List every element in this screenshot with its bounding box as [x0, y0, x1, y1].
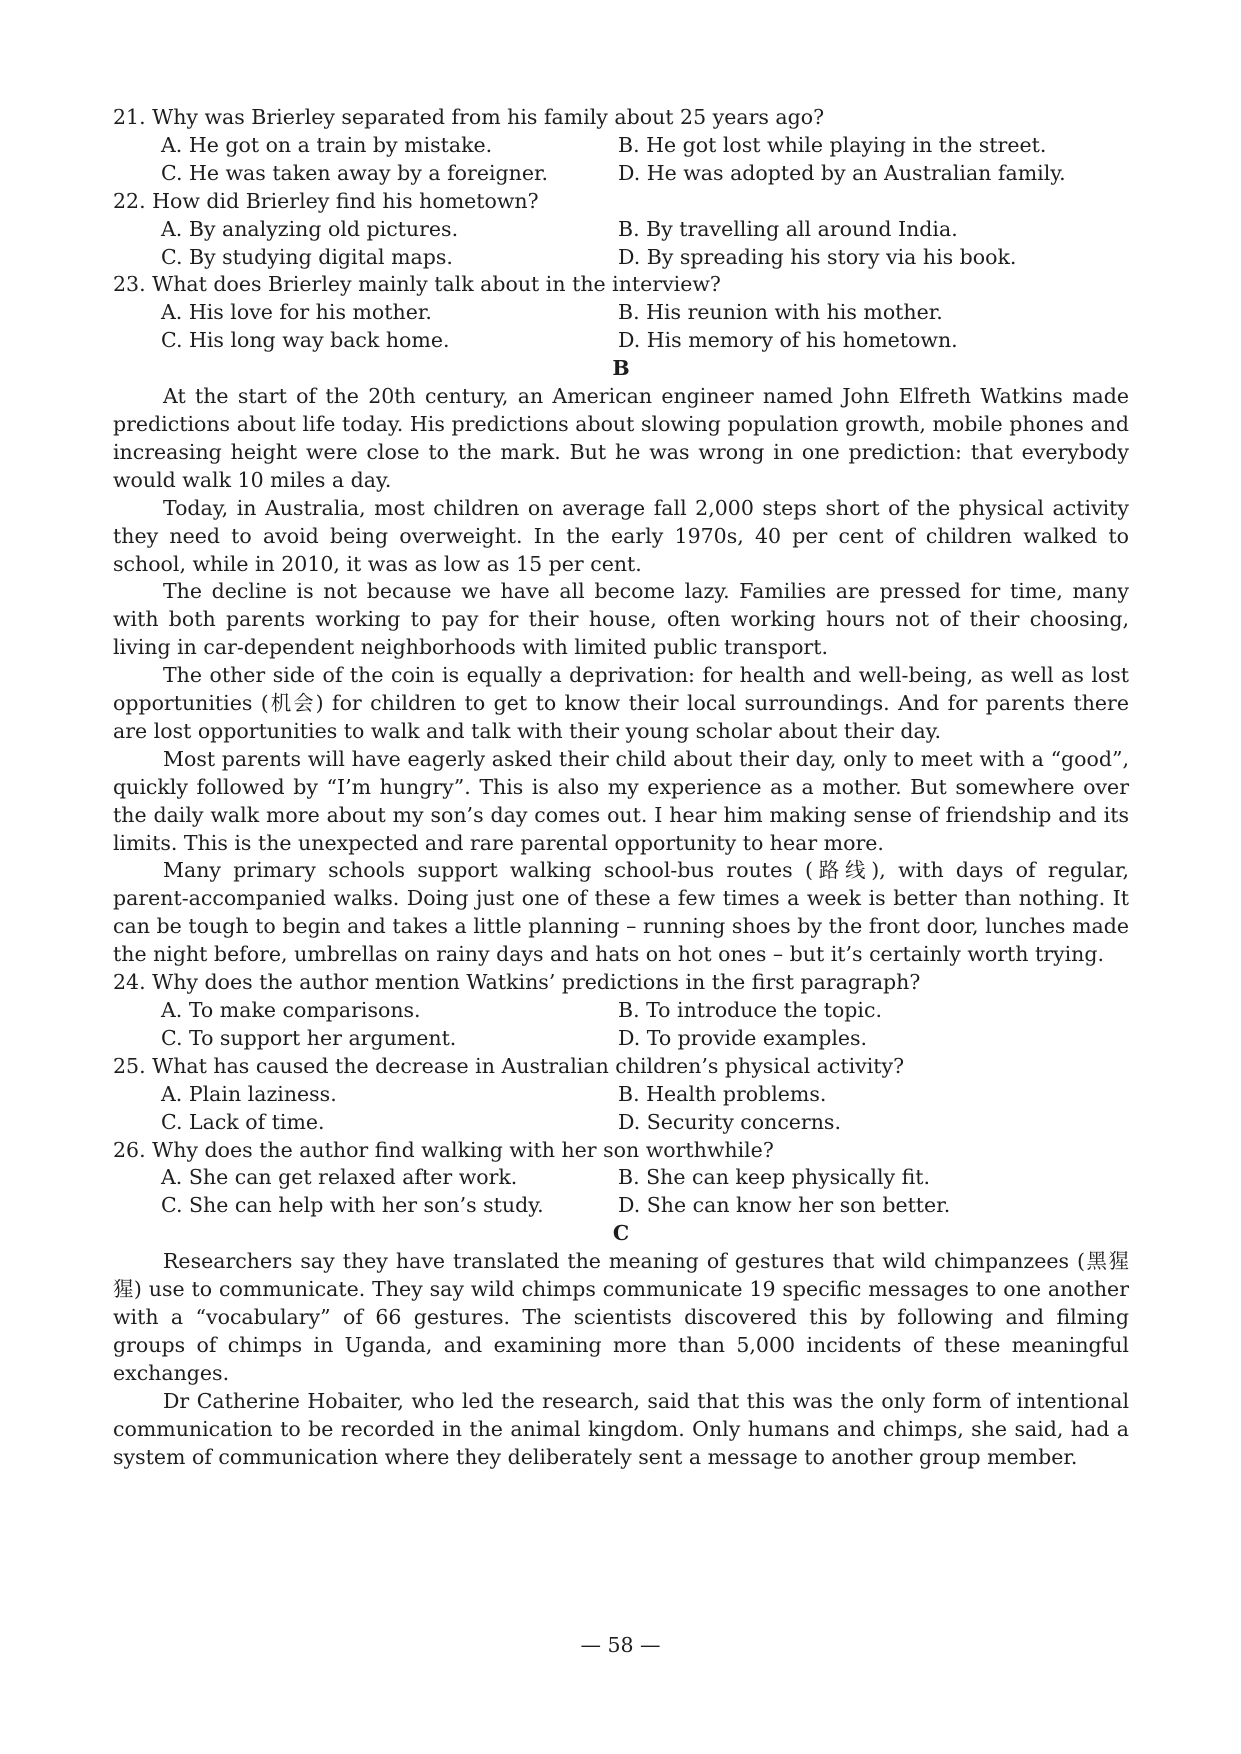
question-23 — [113, 271, 1129, 355]
passage-paragraph: The other side of the coin is equally a deprivation: for health and well-being, as well as lost opportunities (机会) for children to get to know their local surroundings. And for parents there are lost opportunities to walk and talk with their young scholar about their day. — [113, 663, 1129, 743]
question-stem: 23. What does Brierley mainly talk about in the interview? — [113, 272, 721, 297]
passage-paragraph: At the start of the 20th century, an American engineer named John Elfreth Watkins made predictions about life today. His predictions about slowing population growth, mobile phones and increasing height were close to the mark. But he was wrong in one prediction: that everybody would walk 10 miles a day. — [113, 384, 1129, 492]
option-a: A. Plain laziness. — [161, 1081, 337, 1106]
passage-c — [113, 1248, 1129, 1471]
option-c: C. He was taken away by a foreigner. — [161, 160, 549, 185]
passage-paragraph: Today, in Australia, most children on average fall 2,000 steps short of the physical activity they need to avoid being overweight. In the early 1970s, 40 per cent of children walked to school, while in 2010, it was as low as 15 per cent. — [113, 495, 1129, 576]
question-26 — [113, 1137, 1129, 1221]
options — [113, 132, 1129, 188]
options — [113, 997, 1129, 1053]
section-c-heading: C — [612, 1221, 630, 1246]
option-d: D. She can know her son better. — [618, 1193, 951, 1218]
option-d: D. To provide examples. — [618, 1025, 868, 1050]
question-25 — [113, 1053, 1129, 1137]
question-stem: 22. How did Brierley find his hometown? — [113, 188, 539, 213]
passage-paragraph: Dr Catherine Hobaiter, who led the research, said that this was the only form of intentional communication to be recorded in the animal kingdom. Only humans and chimps, she said, had a system of communication where they deliberately sent a message to another group member. — [113, 1388, 1129, 1469]
options — [113, 1081, 1129, 1137]
options — [113, 1164, 1129, 1220]
option-a: A. She can get relaxed after work. — [161, 1165, 518, 1190]
option-b: B. Health problems. — [618, 1081, 827, 1106]
option-a: A. To make comparisons. — [161, 998, 421, 1022]
option-d: D. He was adopted by an Australian family. — [618, 160, 1066, 185]
question-22 — [113, 188, 1129, 272]
option-a: A. By analyzing old pictures. — [161, 216, 459, 241]
passage-paragraph: Many primary schools support walking school-bus routes (路线), with days of regular, parent-accompanied walks. Doing just one of these a few times a week is better than nothing. It can be tough to begin and takes a little planning – running shoes by the front door, lunches made the night before, umbrellas on rainy days and hats on hot ones – but it’s certainly worth trying. — [113, 858, 1129, 967]
options — [113, 299, 1129, 355]
option-d: D. By spreading his story via his book. — [618, 244, 1017, 269]
question-stem: 21. Why was Brierley separated from his family about 25 years ago? — [113, 105, 825, 129]
option-c: C. She can help with her son’s study. — [161, 1193, 544, 1218]
question-24 — [113, 969, 1129, 1053]
option-d: D. His memory of his hometown. — [618, 328, 958, 353]
passage-b — [113, 383, 1129, 969]
option-d: D. Security concerns. — [618, 1109, 841, 1134]
option-b: B. To introduce the topic. — [618, 998, 882, 1022]
options — [113, 216, 1129, 272]
option-b: B. By travelling all around India. — [618, 216, 958, 241]
question-stem: 26. Why does the author find walking with her son worthwhile? — [113, 1137, 774, 1162]
option-c: C. His long way back home. — [161, 328, 450, 353]
passage-paragraph: Researchers say they have translated the meaning of gestures that wild chimpanzees (黑猩猩) use to communicate. They say wild chimps communicate 19 specific messages to one another with a “vocabulary” of 66 gestures. The scientists discovered this by following and filming groups of chimps in Uganda, and examining more than 5,000 incidents of these meaningful exchanges. — [113, 1249, 1129, 1385]
option-c: C. Lack of time. — [161, 1109, 325, 1134]
option-a: A. He got on a train by mistake. — [161, 132, 493, 157]
question-stem: 25. What has caused the decrease in Australian children’s physical activity? — [113, 1053, 905, 1078]
option-b: B. He got lost while playing in the street. — [618, 132, 1047, 157]
exam-page — [113, 104, 1129, 1471]
page-number: — 58 — — [580, 1633, 661, 1657]
question-stem: 24. Why does the author mention Watkins’ predictions in the first paragraph? — [113, 970, 921, 995]
option-b: B. His reunion with his mother. — [618, 300, 943, 325]
section-b-heading: B — [612, 356, 630, 381]
passage-paragraph: The decline is not because we have all become lazy. Families are pressed for time, many with both parents working to pay for their house, often working hours not of their choosing, living in car-dependent neighborhoods with limited public transport. — [113, 579, 1129, 660]
option-b: B. She can keep physically fit. — [618, 1165, 931, 1190]
option-c: C. To support her argument. — [161, 1025, 457, 1050]
question-21 — [113, 104, 1129, 188]
option-c: C. By studying digital maps. — [161, 244, 453, 269]
passage-paragraph: Most parents will have eagerly asked their child about their day, only to meet with a “good”, quickly followed by “I’m hungry”. This is also my experience as a mother. But somewhere over the daily walk more about my son’s day comes out. I hear him making sense of friendship and its limits. This is the unexpected and rare parental opportunity to hear more. — [113, 746, 1129, 855]
option-a: A. His love for his mother. — [161, 300, 432, 325]
